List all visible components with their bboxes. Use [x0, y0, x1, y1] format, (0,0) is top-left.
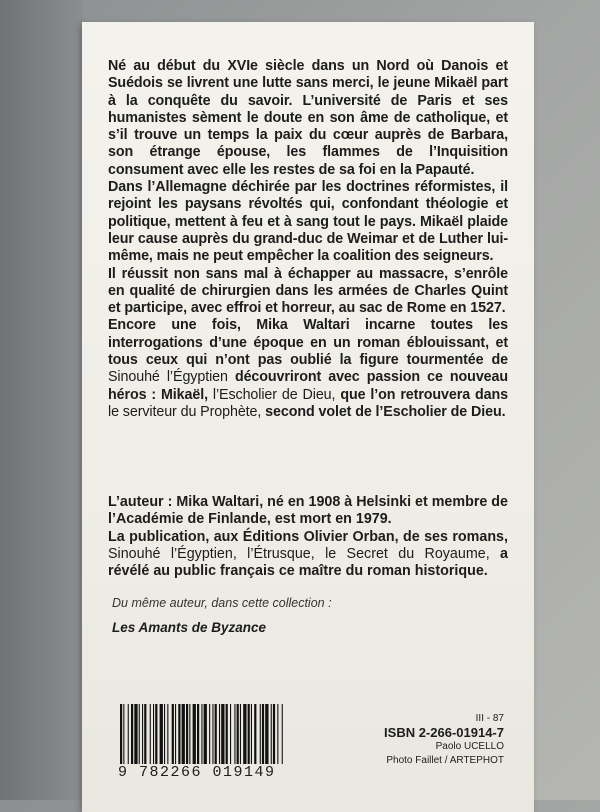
barcode-bar [153, 704, 154, 764]
illustrator: Paolo UCELLO [435, 741, 504, 752]
author-section [108, 494, 508, 580]
barcode-bar [189, 704, 190, 764]
blurb-paragraph-1: Né au début du XVIe siècle dans un Nord où Danois et Suédois se livrent une lutte sans merci, le jeune Mikaël part à la conquête du savoir. L’université de Paris et ses humanistes sèment le doute en son âme de catholique, et s’il trouve un temps la paix du cœur auprès de Barbara, son étrange épouse, les flammes de l’Inquisition consument avec elle les restes de sa foi en la Papauté. [108, 58, 508, 178]
barcode-bar [277, 704, 278, 764]
barcode-bar [139, 704, 140, 764]
barcode-bar [234, 704, 235, 764]
barcode-number: 9 782266 019149 [118, 764, 276, 781]
barcode-bar [282, 704, 283, 764]
barcode-bar [193, 704, 196, 764]
barcode-bar [178, 704, 180, 764]
barcode-bar [128, 704, 129, 764]
barcode-bar [175, 704, 176, 764]
barcode-bar [248, 704, 250, 764]
barcode-bar [197, 704, 199, 764]
barcode-bar [221, 704, 224, 764]
barcode-bar [230, 704, 231, 764]
barcode-bar [142, 704, 143, 764]
barcode-bar [215, 704, 217, 764]
barcode-bar [131, 704, 133, 764]
blurb-paragraph-2: Dans l’Allemagne déchirée par les doctrines réformistes, il rejoint les paysans révoltés qui, confondant théologie et politique, mettent à feu et à sang tout le pays. Mikaël plaide leur cause auprès du grand-duc de Weimar et de Luther lui-même, mais ne peut empêcher la coalition des seigneurs. [108, 179, 508, 265]
isbn: ISBN 2-266-01914-7 [384, 725, 504, 740]
publication-info [384, 712, 504, 768]
barcode-bar [265, 704, 268, 764]
barcode-bar [243, 704, 246, 764]
barcode-bars [118, 704, 288, 764]
blurb-paragraph-3: Il réussit non sans mal à échapper au massacre, s’enrôle en qualité de chirurgien dans les armées de Charles Quint et participe, avec effroi et horreur, au sac de Rome en 1527. [108, 265, 508, 317]
book-back-cover [82, 22, 534, 812]
barcode-bar [260, 704, 261, 764]
barcode-bar [160, 704, 163, 764]
blurb [108, 58, 508, 421]
barcode-bar [134, 704, 137, 764]
barcode-bar [251, 704, 252, 764]
print-code: III - 87 [475, 713, 504, 724]
barcode-bar [204, 704, 207, 764]
barcode-bar [240, 704, 241, 764]
barcode-bar [254, 704, 256, 764]
barcode-bar [182, 704, 185, 764]
barcode-bar [262, 704, 264, 764]
barcode-bar [144, 704, 146, 764]
barcode-bar [219, 704, 220, 764]
barcode-bar [155, 704, 157, 764]
barcode-bar [226, 704, 228, 764]
barcode-bar [212, 704, 213, 764]
barcode-bar [164, 704, 165, 764]
barcode [118, 704, 288, 788]
author-publication: La publication, aux Éditions Olivier Orban, de ses romans, Sinouhé l’Égyptien, l’Étrusque, le Secret du Royaume, a révélé au public français ce maître du roman historique. [108, 528, 508, 580]
barcode-bar [237, 704, 239, 764]
same-author-label: Du même auteur, dans cette collection : [112, 596, 332, 610]
barcode-bar [273, 704, 275, 764]
barcode-bar [120, 704, 122, 764]
barcode-bar [150, 704, 151, 764]
background-shadow [0, 0, 82, 800]
same-author-title: Les Amants de Byzance [112, 620, 267, 635]
barcode-bar [209, 704, 210, 764]
photo-credit: Photo Faillet / ARTEPHOT [386, 755, 504, 766]
barcode-bar [271, 704, 272, 764]
author-bio: L’auteur : Mika Waltari, né en 1908 à Helsinki et membre de l’Académie de Finlande, est mort en 1979. [108, 494, 508, 528]
barcode-bar [123, 704, 124, 764]
barcode-bar [201, 704, 202, 764]
barcode-bar [186, 704, 188, 764]
barcode-bar [172, 704, 174, 764]
barcode-bar [167, 704, 168, 764]
blurb-paragraph-4: Encore une fois, Mika Waltari incarne toutes les interrogations d’une époque en un roman éblouissant, et tous ceux qui n’ont pas oublié la figure tourmentée de Sinouhé l’Égyptien découvriront avec passion ce nouveau héros : Mikaël, l’Escholier de Dieu, que l’on retrouvera dans le serviteur du Prophète, second volet de l’Escholier de Dieu. [108, 317, 508, 420]
